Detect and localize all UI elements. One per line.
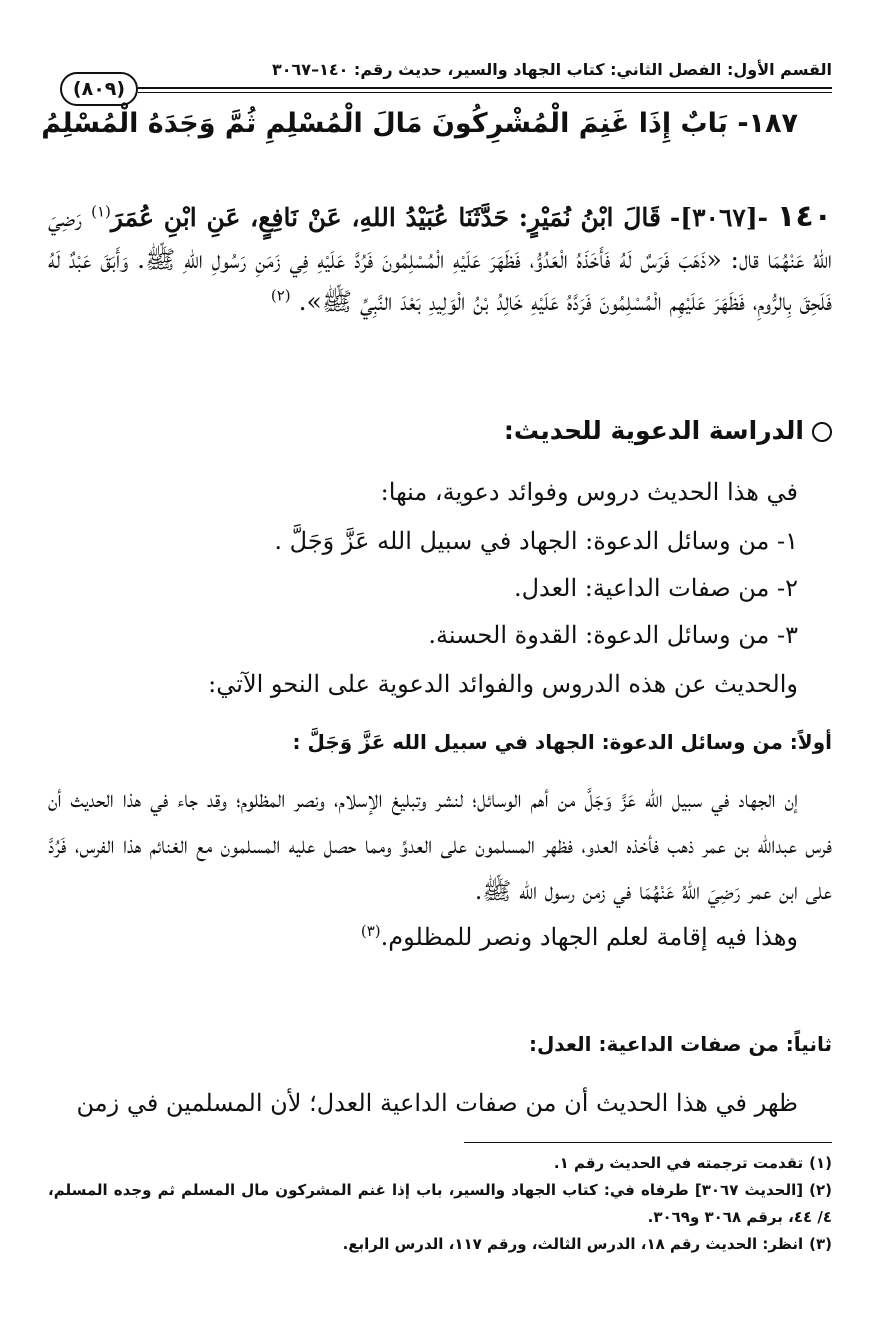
footnote-text: [الحديث ٣٠٦٧] طرفاه في: كتاب الجهاد والسير، باب إذا غنم المشركون مال المسلم ثم وجده المسلم، ٤/ ٤٤، برقم ٣٠٦٨ و٣٠٦٩.	[48, 1181, 832, 1226]
footnote-ref-1: (١)	[91, 202, 111, 221]
footnote-text: تقدمت ترجمته في الحديث رقم ١.	[553, 1154, 804, 1172]
hadith-number: ١٤٠	[777, 199, 832, 234]
hadith-matn: رَضِيَ اللهُ عَنْهُمَا قال: «ذَهَبَ فَرَسٌ لَهُ فَأَخَذَهُ الْعَدُوُّ، فَظَهَرَ عَلَيْهِ الْمُسْلِمُونَ فَرُدَّ عَلَيْهِ فِي زَمَنِ رَسُولِ اللهِ ﷺ. وَأَبَقَ عَبْدٌ لَهُ فَلَحِقَ بِالرُّومِ، فَظَهَرَ عَلَيْهِم الْمُسْلِمُونَ فَرَدَّهُ عَلَيْهِ خَالِدُ بْنُ الْوَلِيدِ بَعْدَ النَّبِيِّ ﷺ».	[48, 203, 832, 316]
study-intro: في هذا الحديث دروس وفوائد دعوية، منها:	[380, 478, 798, 506]
study-summary: والحديث عن هذه الدروس والفوائد الدعوية على النحو الآتي:	[208, 670, 798, 698]
list-item: ٣- من وسائل الدعوة: القدوة الحسنة.	[428, 621, 798, 649]
section-heading-2: ثانياً: من صفات الداعية: العدل:	[528, 1032, 832, 1056]
list-item: ١- من وسائل الدعوة: الجهاد في سبيل الله عَزَّ وَجَلَّ .	[274, 527, 798, 555]
footnote-ref-2: (٢)	[270, 286, 291, 305]
footnote-divider	[464, 1142, 832, 1143]
paragraph: إن الجهاد في سبيل الله عَزَّ وَجَلَّ من أهم الوسائل؛ لنشر وتبليغ الإسلام، ونصر المظلوم؛ وقد جاء في هذا الحديث أن فرس عبدالله بن عمر ذهب فأخذه العدو، فظهر المسلمون على العدوِّ ومما حصل عليه المسلمون مع الغنائم هذا الفرس، فَرُدَّ على ابن عمر رَضِيَ اللهُ عَنْهُمَا في زمن رسول الله ﷺ.	[48, 785, 832, 905]
paragraph	[48, 914, 832, 960]
hadith-text	[48, 196, 832, 323]
footnote-ref-3: (٣)	[360, 922, 381, 940]
footnote	[48, 1150, 832, 1177]
list-item: ٢- من صفات الداعية: العدل.	[513, 574, 798, 602]
footnote	[48, 1231, 832, 1258]
hadith-reference: -[٣٠٦٧]-	[669, 203, 769, 232]
section-heading-1: أولاً: من وسائل الدعوة: الجهاد في سبيل الله عَزَّ وَجَلَّ :	[292, 730, 832, 754]
footnote-text: انظر: الحديث رقم ١٨، الدرس الثالث، ورقم ١١٧، الدرس الرابع.	[342, 1235, 804, 1253]
running-head: القسم الأول: الفصل الثاني: كتاب الجهاد والسير، حديث رقم: ١٤٠–٣٠٦٧	[272, 60, 832, 79]
section-1-body	[48, 776, 832, 960]
footnote	[48, 1177, 832, 1231]
chapter-title: ١٨٧- بَابٌ إِذَا غَنِمَ الْمُشْرِكُونَ مَالَ الْمُسْلِمِ ثُمَّ وَجَدَهُ الْمُسْلِمُ	[41, 108, 798, 139]
header-rule	[138, 87, 832, 89]
footnote-mark: (٢)	[809, 1181, 832, 1199]
study-heading-text: الدراسة الدعوية للحديث:	[503, 416, 804, 445]
lessons-list	[14, 518, 798, 659]
section-2-body	[48, 1080, 832, 1126]
footnotes	[48, 1150, 832, 1258]
page-number: (٨٠٩)	[60, 72, 138, 106]
hadith-chain: قَالَ ابْنُ نُمَيْرٍ: حَدَّثَنَا عُبَيْدُ اللهِ، عَنْ نَافِعٍ، عَنِ ابْنِ عُمَرَ	[110, 203, 661, 232]
footnote-mark: (١)	[809, 1154, 832, 1172]
paragraph-text: وهذا فيه إقامة لعلم الجهاد ونصر للمظلوم.	[380, 923, 798, 951]
header-rule-thin	[138, 92, 832, 93]
circle-bullet-icon	[812, 422, 832, 442]
study-heading	[504, 416, 832, 445]
footnote-mark: (٣)	[809, 1235, 832, 1253]
paragraph: ظهر في هذا الحديث أن من صفات الداعية العدل؛ لأن المسلمين في زمن	[76, 1089, 798, 1117]
